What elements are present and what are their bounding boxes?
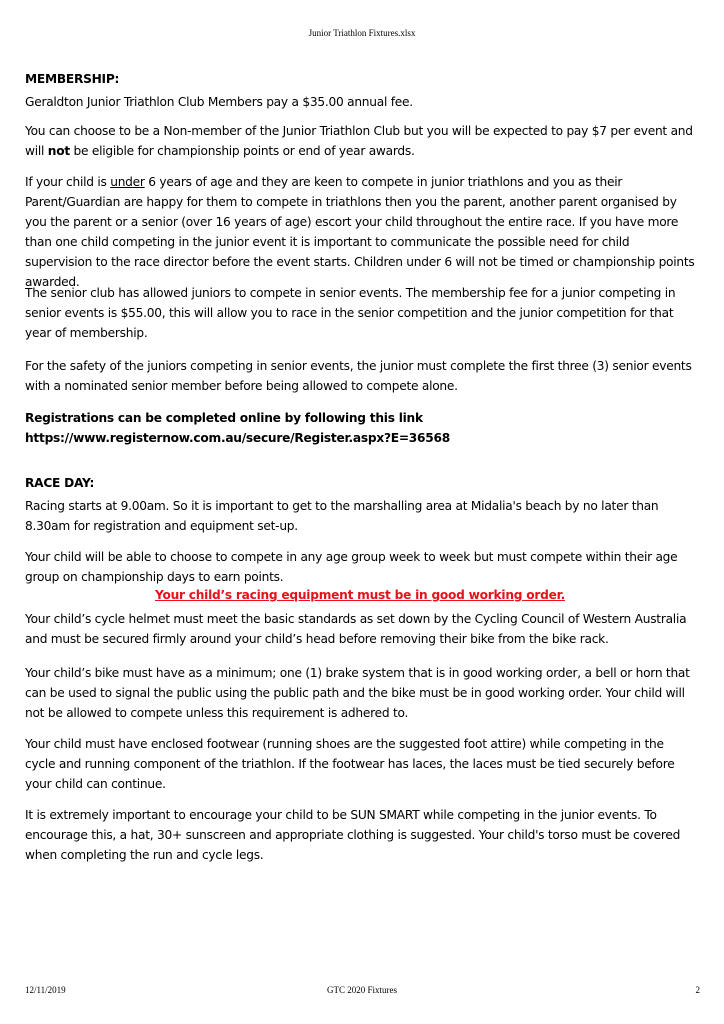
- non-member-text: You can choose to be a Non-member of the Junior Triathlon Club but you will be expected to pay $7 per event and will not be eligible for championship points or end of year awards.: [25, 124, 693, 158]
- sun-smart-text: It is extremely important to encourage your child to be SUN SMART while competing in the junior events. To encourage this, a hat, 30+ sunscreen and appropriate clothing is suggested. Your child's torso must be covered when completing the run and cycle legs.: [25, 808, 681, 862]
- senior-events-text: The senior club has allowed juniors to compete in senior events. The membership fee for a junior competing in senior events is $55.00, this will allow you to race in the senior competition and the junior competition for that year of membership.: [25, 286, 676, 340]
- footer-date: 12/11/2019: [25, 985, 66, 995]
- equipment-warning: Your child’s racing equipment must be in good working order.: [155, 588, 565, 602]
- helmet-text: Your child’s cycle helmet must meet the basic standards as set down by the Cycling Council of Western Australia and must be secured firmly around your child’s head before removing their bike from the bike rack.: [25, 612, 687, 646]
- age-group-text: Your child will be able to choose to compete in any age group week to week but must compete within their age group on championship days to earn points.: [25, 550, 678, 584]
- footer-title: GTC 2020 Fixtures: [326, 985, 397, 995]
- race-day-heading: RACE DAY:: [25, 476, 95, 490]
- registration-link[interactable]: https://www.registernow.com.au/secure/Register.aspx?E=36568: [25, 431, 450, 445]
- not-emphasis: not: [47, 144, 70, 158]
- racing-start-text: Racing starts at 9.00am. So it is important to get to the marshalling area at Midalia's beach by no later than 8.30am for registration and equipment set-up.: [25, 499, 659, 533]
- footwear-text: Your child must have enclosed footwear (running shoes are the suggested foot attire) while competing in the cycle and running component of the triathlon. If the footwear has laces, the laces must be tied securely before your child can continue.: [25, 737, 675, 791]
- bike-requirements-text: Your child’s bike must have as a minimum; one (1) brake system that is in good working order, a bell or horn that can be used to signal the public using the public path and the bike must be in good working order. Your child will not be allowed to compete unless this requirement is adhered to.: [25, 666, 690, 720]
- document-header: Junior Triathlon Fixtures.xlsx: [308, 28, 416, 38]
- membership-heading: MEMBERSHIP:: [25, 72, 120, 86]
- safety-text: For the safety of the juniors competing in senior events, the junior must complete the first three (3) senior events with a nominated senior member before being allowed to compete alone.: [25, 359, 692, 393]
- membership-fee-text: Geraldton Junior Triathlon Club Members pay a $35.00 annual fee.: [25, 95, 413, 109]
- page-number: 2: [695, 985, 700, 995]
- under-emphasis: under: [110, 175, 145, 189]
- registration-text: Registrations can be completed online by following this link: [25, 411, 423, 425]
- under-six-paragraph: If your child is under 6 years of age and they are keen to compete in junior triathlons and you as their Parent/Guardian are happy for them to compete in triathlons then you the parent, another parent organised by you the parent or a senior (over 16 years of age) escort your child throughout the entire race. If you have more than one child competing in the junior event it is important to communicate the possible need for child supervision to the race director before the event starts. Children under 6 will not be timed or championship points awarded.: [25, 175, 695, 289]
